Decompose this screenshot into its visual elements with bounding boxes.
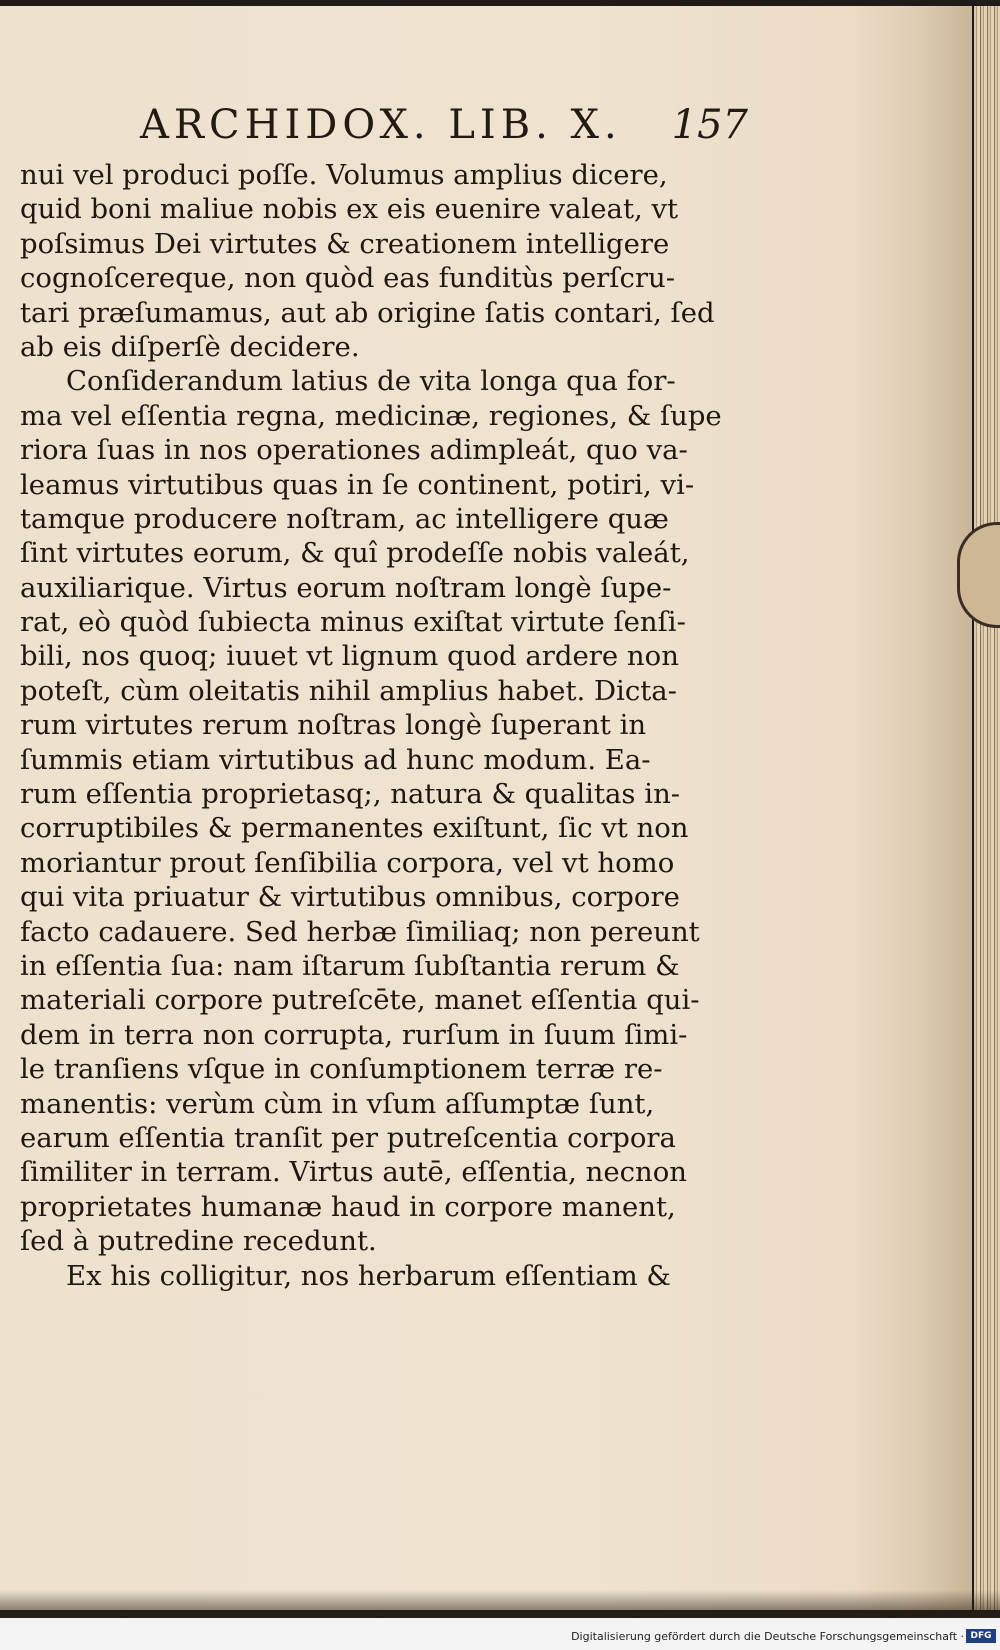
- text-line: Ex his colligitur, nos herbarum eſſentiam &: [66, 1259, 671, 1292]
- text-line: Conſiderandum latius de vita longa qua for-: [66, 365, 676, 398]
- running-title: ARCHIDOX. LIB. X.: [140, 102, 622, 148]
- footer-credit: Digitalisierung gefördert durch die Deutsche Forschungsgemeinschaft ·: [571, 1630, 964, 1643]
- dfg-logo: DFG: [966, 1629, 996, 1643]
- text-line: bili, nos quoq; iuuet vt lignum quod ardere non: [20, 640, 679, 673]
- text-line: rat, eò quòd ſubiecta minus exiſtat virtute ſenſi-: [20, 606, 686, 639]
- text-line: proprietates humanæ haud in corpore manent,: [20, 1190, 676, 1223]
- text-line: nui vel produci poſſe. Volumus amplius dicere,: [20, 159, 668, 191]
- running-header: [140, 102, 748, 148]
- text-line: auxiliarique. Virtus eorum noſtram longè ſupe-: [20, 571, 672, 604]
- text-line: rum virtutes rerum noſtras longè ſuperant in: [20, 709, 647, 742]
- text-line: poſsimus Dei virtutes & creationem intelligere: [20, 227, 670, 260]
- text-line: ſed à putredine recedunt.: [20, 1225, 377, 1258]
- text-line: qui vita priuatur & virtutibus omnibus, corpore: [20, 881, 680, 914]
- text-line: ſint virtutes eorum, & quî prodeſſe nobis valeát,: [20, 537, 690, 570]
- text-line: poteſt, cùm oleitatis nihil amplius habet. Dicta-: [20, 674, 677, 707]
- text-line: facto cadauere. Sed herbæ ſimiliaq; non pereunt: [20, 915, 700, 948]
- text-line: materiali corpore putreſcēte, manet eſſentia qui-: [20, 984, 700, 1017]
- text-line: tamque producere noſtram, ac intelligere quæ: [20, 502, 669, 535]
- text-line: ab eis diſperſè decidere.: [20, 330, 360, 363]
- text-line: riora ſuas in nos operationes adimpleát, quo va-: [20, 434, 688, 467]
- footer-bar: [0, 1618, 1000, 1650]
- text-line: earum eſſentia tranſit per putreſcentia corpora: [20, 1121, 676, 1154]
- text-line: ma vel eſſentia regna, medicinæ, regiones, & ſupe: [20, 399, 722, 432]
- body-text: [20, 158, 732, 1293]
- text-line: corruptibiles & permanentes exiſtunt, ſic vt non: [20, 812, 689, 845]
- page-number: 157: [671, 102, 748, 148]
- text-line: le tranſiens vſque in conſumptionem terræ re-: [20, 1053, 663, 1086]
- bottom-shadow: [0, 1590, 1000, 1618]
- text-line: dem in terra non corrupta, rurſum in ſuum ſimi-: [20, 1018, 688, 1051]
- text-line: quid boni maliue nobis ex eis euenire valeat, vt: [20, 193, 679, 226]
- text-line: rum eſſentia proprietasq;, natura & qualitas in-: [20, 778, 681, 811]
- book-page: [0, 6, 972, 1610]
- text-line: moriantur prout ſenſibilia corpora, vel vt homo: [20, 846, 675, 879]
- text-line: tari præſumamus, aut ab origine ſatis contari, ſed: [20, 296, 715, 329]
- text-line: cognoſcereque, non quòd eas funditùs perſcru-: [20, 262, 676, 295]
- text-line: ſimiliter in terram. Virtus autē, eſſentia, necnon: [20, 1156, 688, 1189]
- text-line: leamus virtutibus quas in ſe continent, potiri, vi-: [20, 468, 695, 501]
- text-line: manentis: verùm cùm in vſum aſſumptæ ſunt,: [20, 1087, 655, 1120]
- text-line: in eſſentia ſua: nam iſtarum ſubſtantia rerum &: [20, 949, 680, 982]
- text-line: ſummis etiam virtutibus ad hunc modum. Ea-: [20, 743, 651, 776]
- page-edges: [974, 6, 1000, 1610]
